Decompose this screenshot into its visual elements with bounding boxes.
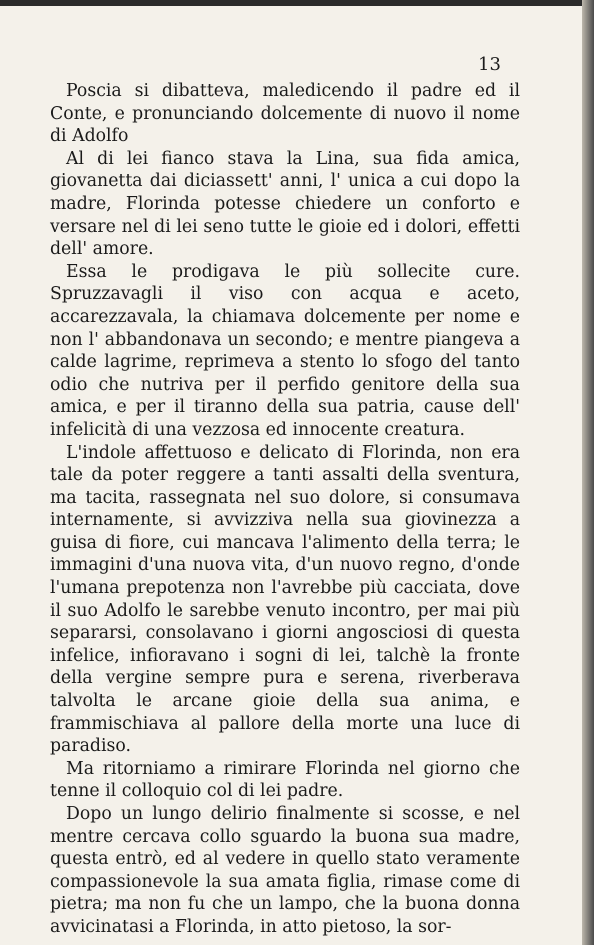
- paragraph: Ma ritorniamo a rimirare Florinda nel giorno che tenne il colloquio col di lei padre.: [50, 758, 520, 802]
- paragraph: Poscia si dibatteva, maledicendo il padre ed il Conte, e pronunciando dolcemente di nuovo il nome di Adolfo: [50, 81, 520, 147]
- paragraph: Dopo un lungo delirio finalmente si scosse, e nel mentre cercava collo sguardo la buona sua madre, questa entrò, ed al vedere in quello stato veramente compassionevole la sua amata figlia, rimase come di pietra; ma non fu che un lampo, che la buona donna avvicinatasi a Florinda, in atto pietoso, la sor-: [50, 804, 520, 937]
- paragraph: Al di lei fianco stava la Lina, sua fida amica, giovanetta dai diciassett' anni, l' unica a cui dopo la madre, Florinda potesse chiedere un conforto e versare nel di lei seno tutte le gioie ed i dolori, effetti dell' amore.: [50, 148, 520, 260]
- page-number: 13: [478, 54, 501, 75]
- body-text: [50, 80, 520, 939]
- page-top-edge: [0, 0, 594, 6]
- page-right-edge-shadow: [582, 0, 594, 945]
- paragraph: L'indole affettuoso e delicato di Florinda, non era tale da poter reggere a tanti assalti della sventura, ma tacita, rassegnata nel suo dolore, si consumava internamente, si avvizziva nella sua giovinezza a guisa di fiore, cui mancava l'alimento della terra; le immagini d'una nuova vita, d'un nuovo regno, d'onde l'umana prepotenza non l'avrebbe più cacciata, dove il suo Adolfo le sarebbe venuto incontro, per mai più separarsi, consolavano i giorni angosciosi di questa infelice, infioravano i sogni di lei, talchè la fronte della vergine sempre pura e serena, riverberava talvolta le arcane gioie della sua anima, e frammischiava al pallore della morte una luce di paradiso.: [50, 442, 520, 757]
- paragraph: Essa le prodigava le più sollecite cure. Spruzzavagli il viso con acqua e aceto, accarezzavala, la chiamava dolcemente per nome e non l' abbandonava un secondo; e mentre piangeva a calde lagrime, reprimeva a stento lo sfogo del tanto odio che nutriva per il perfido genitore della sua amica, e per il tiranno della sua patria, cause dell' infelicità di una vezzosa ed innocente creatura.: [50, 261, 520, 440]
